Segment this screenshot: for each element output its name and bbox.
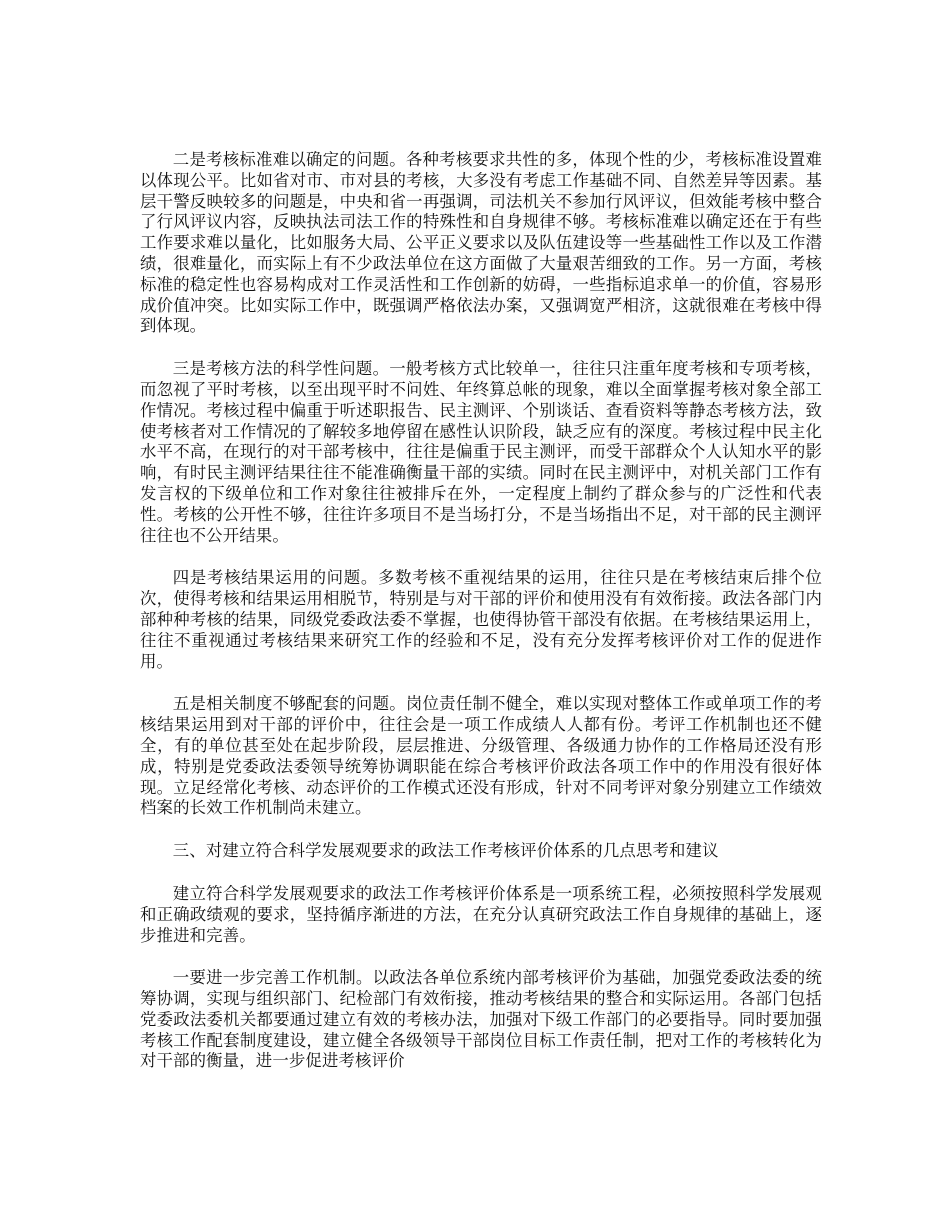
paragraph-mechanism: 一要进一步完善工作机制。以政法各单位系统内部考核评价为基础，加强党委政法委的统筹协调，实现与组织部门、纪检部门有效衔接，推动考核结果的整合和实际运用。各部门包括党委政法委机关都要通过建立有效的考核办法，加强对下级工作部门的必要指导。同时要加强考核工作配套制度建设，建立健全各级领导干部岗位目标工作责任制，把对工作的考核转化为对干部的衡量，进一步促进考核评价 [140, 968, 822, 1071]
paragraph-section-intro: 建立符合科学发展观要求的政法工作考核评价体系是一项系统工程，必须按照科学发展观和正确政绩观的要求，坚持循序渐进的方法，在充分认真研究政法工作自身规律的基础上，逐步推进和完善。 [140, 883, 822, 945]
paragraph-system-problem: 五是相关制度不够配套的问题。岗位责任制不健全，难以实现对整体工作或单项工作的考核结果运用到对干部的评价中，往往会是一项工作成绩人人都有份。考评工作机制也还不健全，有的单位甚至处在起步阶段，层层推进、分级管理、各级通力协作的工作格局还没有形成，特别是党委政法委领导统筹协调职能在综合考核评价政法各项工作中的作用没有很好体现。立足经常化考核、动态评价的工作模式还没有形成，针对不同考评对象分别建立工作绩效档案的长效工作机制尚未建立。 [140, 694, 822, 818]
paragraph-methods-problem: 三是考核方法的科学性问题。一般考核方式比较单一，往往只注重年度考核和专项考核，而忽视了平时考核，以至出现平时不问姓、年终算总帐的现象，难以全面掌握考核对象全部工作情况。考核过程中偏重于听述职报告、民主测评、个别谈话、查看资料等静态考核方法，致使考核者对工作情况的了解较多地停留在感性认识阶段，缺乏应有的深度。考核过程中民主化水平不高，在现行的对干部考核中，往往是偏重于民主测评，而受干部群众个人认知水平的影响，有时民主测评结果往往不能准确衡量干部的实绩。同时在民主测评中，对机关部门工作有发言权的下级单位和工作对象往往被排斥在外，一定程度上制约了群众参与的广泛性和代表性。考核的公开性不够，往往许多项目不是当场打分，不是当场指出不足，对干部的民主测评往往也不公开结果。 [140, 359, 822, 545]
paragraph-results-problem: 四是考核结果运用的问题。多数考核不重视结果的运用，往往只是在考核结束后排个位次，使得考核和结果运用相脱节，特别是与对干部的评价和使用没有有效衔接。政法各部门内部种种考核的结果，同级党委政法委不掌握，也使得协管干部没有依据。在考核结果运用上，往往不重视通过考核结果来研究工作的经验和不足，没有充分发挥考核评价对工作的促进作用。 [140, 568, 822, 671]
paragraph-standards-problem: 二是考核标准难以确定的问题。各种考核要求共性的多，体现个性的少，考核标准设置难以体现公平。比如省对市、市对县的考核，大多没有考虑工作基础不同、自然差异等因素。基层干警反映较多的问题是，中央和省一再强调，司法机关不参加行风评议，但效能考核中整合了行风评议内容，反映执法司法工作的特殊性和自身规律不够。考核标准难以确定还在于有些工作要求难以量化，比如服务大局、公平正义要求以及队伍建设等一些基础性工作以及工作潜绩，很难量化，而实际上有不少政法单位在这方面做了大量艰苦细致的工作。另一方面，考核标准的稳定性也容易构成对工作灵活性和工作创新的妨碍，一些指标追求单一的价值，容易形成价值冲突。比如实际工作中，既强调严格依法办案，又强调宽严相济，这就很难在考核中得到体现。 [140, 150, 822, 336]
section-heading: 三、对建立符合科学发展观要求的政法工作考核评价体系的几点思考和建议 [172, 841, 719, 861]
document-body [140, 150, 822, 1094]
